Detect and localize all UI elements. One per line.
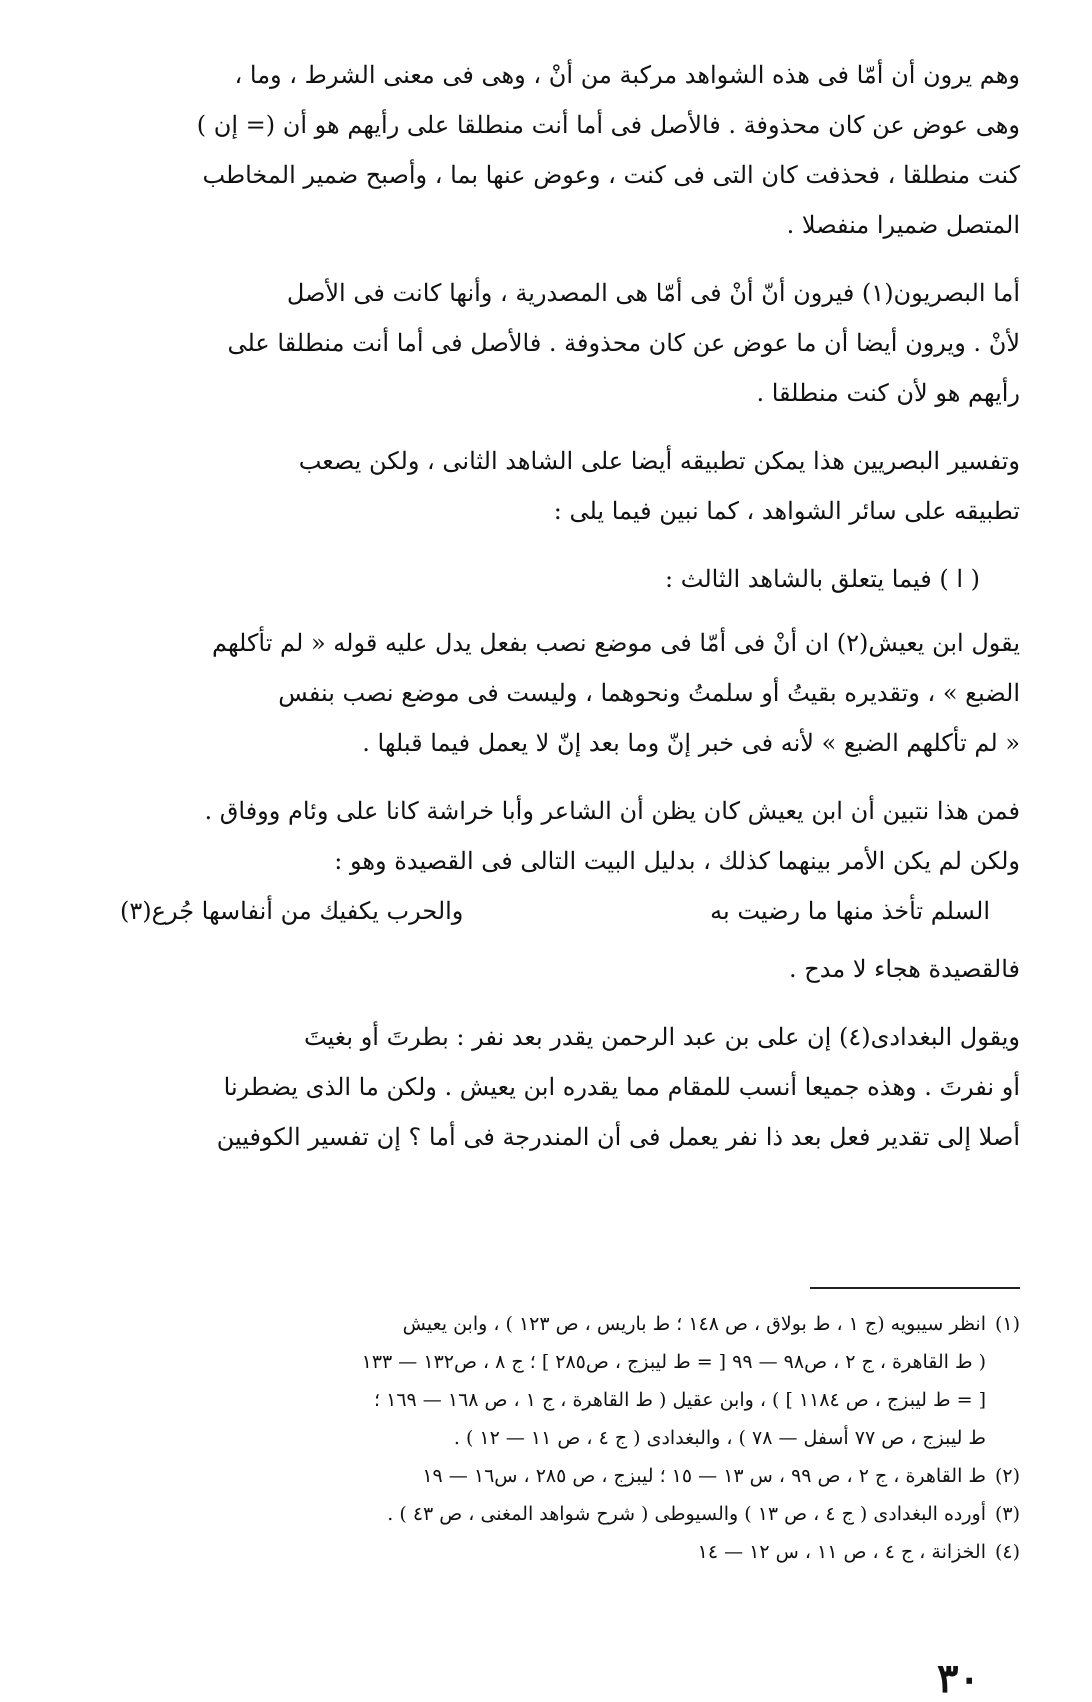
section-heading: ( ا ) فيما يتعلق بالشاهد الثالث :: [665, 565, 980, 593]
poem-verse: [70, 886, 1020, 936]
page-number: ٣٠: [937, 1655, 980, 1702]
footnote-number: (٣): [994, 1503, 1020, 1525]
text-line: تطبيقه على سائر الشواهد ، كما نبين فيما يلى :: [553, 497, 1020, 525]
footnote-continuation: ط ليبزج ، ص ٧٧ أسفل — ٧٨ ) ، والبغدادى ( ج ٤ ، ص ١١ — ١٢ ) .: [453, 1427, 986, 1449]
text-line: ولكن لم يكن الأمر بينهما كذلك ، بدليل البيت التالى فى القصيدة وهو :: [334, 847, 1020, 875]
footnote-continuation: [ = ط ليبزج ، ص ١١٨٤ ] ) ، وابن عقيل ( ط القاهرة ، ج ١ ، ص ١٦٨ — ١٦٩ ؛: [374, 1389, 986, 1411]
paragraph-conclusion: [70, 786, 1020, 886]
paragraph-satire: [70, 944, 1020, 994]
paragraph-ibn-yaish: [70, 618, 1020, 768]
text-line: رأيهم هو لأن كنت منطلقا .: [756, 379, 1020, 407]
text-line: لأنْ . ويرون أيضا أن ما عوض عن كان محذوفة . فالأصل فى أما أنت منطلقا على: [227, 329, 1020, 357]
verse-second-hemistich: والحرب يكفيك من أنفاسها جُرع(٣): [120, 897, 464, 925]
text-line: كنت منطلقا ، فحذفت كان التى فى كنت ، وعوض عنها بما ، وأصبح ضمير المخاطب: [202, 161, 1020, 189]
footnote-number: (١): [994, 1313, 1020, 1335]
footnote-number: (٢): [994, 1465, 1020, 1487]
text-line: أصلا إلى تقدير فعل بعد ذا نفر يعمل فى أن المندرجة فى أما ؟ إن تفسير الكوفيين: [216, 1123, 1020, 1151]
footnotes: [70, 1305, 1020, 1571]
footnote-number: (٤): [994, 1541, 1020, 1563]
text-line: أو نفرتَ . وهذه جميعا أنسب للمقام مما يقدره ابن يعيش . ولكن ما الذى يضطرنا: [223, 1073, 1020, 1101]
footnote: [70, 1305, 1020, 1343]
footnote-divider: [810, 1287, 1020, 1289]
footnote-text: انظر سيبويه (ج ١ ، ط بولاق ، ص ١٤٨ ؛ ط باريس ، ص ١٢٣ ) ، وابن يعيش: [402, 1313, 986, 1335]
text-line: فالقصيدة هجاء لا مدح .: [789, 955, 1020, 983]
text-line: وتفسير البصريين هذا يمكن تطبيقه أيضا على الشاهد الثانى ، ولكن يصعب: [298, 447, 1020, 475]
paragraph-basran-application: [70, 436, 1020, 536]
paragraph-baghdadi: [70, 1012, 1020, 1162]
text-line: وهم يرون أن أمّا فى هذه الشواهد مركبة من أنْ ، وهى فى معنى الشرط ، وما ،: [234, 61, 1020, 89]
text-line: ويقول البغدادى(٤) إن على بن عبد الرحمن يقدر بعد نفر : بطرتَ أو بغيتَ: [304, 1023, 1020, 1051]
text-line: الضبع » ، وتقديره بقيتُ أو سلمتُ ونحوهما ، وليست فى موضع نصب بنفس: [278, 679, 1020, 707]
text-line: يقول ابن يعيش(٢) ان أنْ فى أمّا فى موضع نصب بفعل يدل عليه قوله « لم تأكلهم: [212, 629, 1020, 657]
footnote-text: أورده البغدادى ( ج ٤ ، ص ١٣ ) والسيوطى ( شرح شواهد المغنى ، ص ٤٣ ) .: [387, 1503, 986, 1525]
footnote: [70, 1495, 1020, 1533]
footnote: [70, 1457, 1020, 1495]
footnote: [70, 1533, 1020, 1571]
document-page: [70, 50, 1020, 1702]
text-line: « لم تأكلهم الضبع » لأنه فى خبر إنّ وما بعد إنّ لا يعمل فيما قبلها .: [362, 729, 1020, 757]
paragraph-kufan-view: [70, 50, 1020, 250]
text-line: فمن هذا نتبين أن ابن يعيش كان يظن أن الشاعر وأبا خراشة كانا على وئام ووفاق .: [204, 797, 1020, 825]
verse-first-hemistich: السلم تأخذ منها ما رضيت به: [710, 897, 990, 925]
paragraph-basran-view: [70, 268, 1020, 418]
footnote-continuation: ( ط القاهرة ، ج ٢ ، ص٩٨ — ٩٩ [ = ط ليبزج ، ص٢٨٥ ] ؛ ج ٨ ، ص١٣٢ — ١٣٣: [361, 1351, 986, 1373]
text-line: أما البصريون(١) فيرون أنّ أنْ فى أمّا هى المصدرية ، وأنها كانت فى الأصل: [286, 279, 1020, 307]
footnote-text: ط القاهرة ، ج ٢ ، ص ٩٩ ، س ١٣ — ١٥ ؛ ليبزج ، ص ٢٨٥ ، س١٦ — ١٩: [422, 1465, 986, 1487]
text-line: المتصل ضميرا منفصلا .: [786, 211, 1020, 239]
text-line: وهى عوض عن كان محذوفة . فالأصل فى أما أنت منطلقا على رأيهم هو أن (= إن ): [196, 111, 1020, 139]
footnote-text: الخزانة ، ج ٤ ، ص ١١ ، س ١٢ — ١٤: [697, 1541, 986, 1563]
